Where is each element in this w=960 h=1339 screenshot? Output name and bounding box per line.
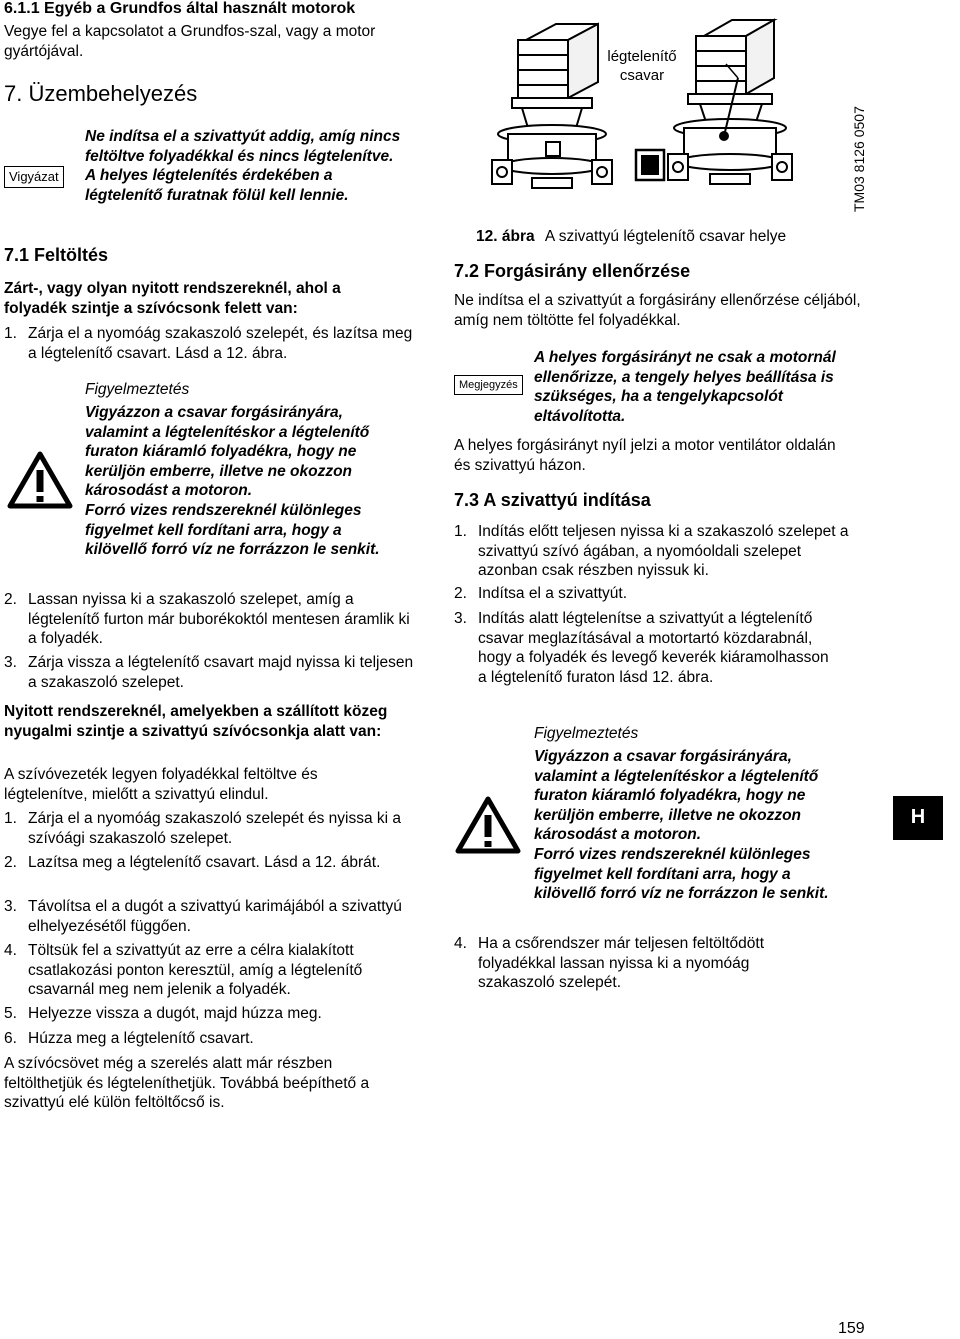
closed-step-3 [4,653,416,692]
open-system-intro: Nyitott rendszereknél, amelyekben a szállított közeg nyugalmi szintje a szivattyú szívócsonkja alatt van: [4,703,388,740]
section-7-title: 7. Üzembehelyezés [4,81,198,106]
step-number: 1. [4,325,17,342]
open-step-3 [4,897,416,936]
warning-body-hot-water: Forró vizes rendszereknél különleges figyelmet kell fordítani arra, hogy a kilövellő forró víz ne forrázzon le senkit. [534,846,829,902]
warning-body: Vigyázzon a csavar forgásirányára, valamint a légtelenítéskor a légtelenítő furaton kiáramló folyadékra, hogy ne kerüljön emberre, illetve ne okozzon károsodást a motoron. [534,748,819,843]
step-number: 4. [4,942,17,959]
start-step-3 [454,609,864,687]
open-step-4 [4,941,416,1000]
step-text: Helyezze vissza a dugót, majd húzza meg. [28,1005,322,1022]
warning-title: Figyelmeztetés [85,381,190,398]
note-label-text: Megjegyzés [459,379,518,391]
step-text: Zárja el a nyomóág szakaszoló szelepét, és lazítsa meg a légtelenítő csavart. Lásd a 12. ábra. [28,325,413,362]
section-611-title: 6.1.1 Egyéb a Grundfos által használt motorok [4,0,356,17]
step-number: 2. [4,854,17,871]
step-text: Zárja el a nyomóág szakaszoló szelepét és nyissa ki a szívóági szakaszoló szelepet. [28,810,402,847]
page-number: 159 [838,1320,865,1337]
callout-airvent-screw: légtelenítő csavar [607,48,677,84]
closing-text: A szívócsövet még a szerelés alatt már részben feltölthetjük és légteleníthetjük. Továbbá beépíthető a szivattyú elé külön feltöltőcső is. [4,1055,370,1111]
step-text: Ha a csőrendszer már teljesen feltöltődött folyadékkal lassan nyissa ki a nyomóág szakaszoló szelepét. [478,935,765,991]
open-step-1 [4,809,416,848]
pump-illustration [488,10,838,220]
section-72-text: Ne indítsa el a szivattyút a forgásirány ellenőrzése céljából, amíg nem töltötte fel folyadékkal. [454,292,861,329]
closed-step-2 [4,590,416,649]
step-text: Indítás előtt teljesen nyissa ki a szakaszoló szelepet a szivattyú szívó ágában, a nyomóoldali szelepet azonban csak részben nyissuk ki. [478,523,849,579]
step-number: 1. [454,523,467,540]
step-text: Lazítsa meg a légtelenítő csavart. Lásd a 12. ábrát. [28,854,381,871]
step-number: 3. [4,654,17,671]
step-number: 3. [4,898,17,915]
step-text: Indítás alatt légtelenítse a szivattyút a légtelenítő csavar meglazításával a motortartó közdarabnál, hogy a folyadék és levegő keverék kiáramolhasson a légtelenítő furaton lásd 12. ábra. [478,610,829,686]
step-text: Húzza meg a légtelenítő csavart. [28,1030,254,1047]
section-72-title: 7.2 Forgásirány ellenőrzése [454,261,691,281]
note-text: A helyes forgásirányt ne csak a motornál ellenőrizze, a tengely helyes beállítása is szükséges, ha a tengelykapcsolót eltávolította. [534,349,836,425]
section-73-title: 7.3 A szivattyú indítása [454,490,651,510]
step-text: Zárja vissza a légtelenítő csavart majd nyissa ki teljesen a szakaszoló szelepet. [28,654,414,691]
step-number: 4. [454,935,467,952]
closed-step-1 [4,324,416,363]
caution-text: Ne indítsa el a szivattyút addig, amíg nincs feltöltve folyadékkal és nincs légtelenítve. A helyes légtelenítés érdekében a légtelenítő furatnak fölül kell lennie. [85,128,401,204]
figure-caption [476,227,786,247]
caption-text: A szivattyú légtelenítõ csavar helye [544,228,787,245]
step-number: 5. [4,1005,17,1022]
open-step-2 [4,853,416,873]
step-text: Lassan nyissa ki a szakaszoló szelepet, amíg a légtelenítő furton már buborékoktól mentesen áramlik ki a folyadék. [28,591,410,647]
warning-body: Vigyázzon a csavar forgásirányára, valamint a légtelenítéskor a légtelenítő furaton kiáramló folyadékra, hogy ne kerüljön emberre, illetve ne okozzon károsodást a motoron. [85,404,370,499]
warning-body-hot-water: Forró vizes rendszereknél különleges figyelmet kell fordítani arra, hogy a kilövellő forró víz ne forrázzon le senkit. [85,502,380,558]
open-system-text: A szívóvezeték legyen folyadékkal feltöltve és légtelenítve, mielőtt a szivattyú elindul. [4,766,318,803]
language-tab: H [893,796,943,840]
closed-system-intro: Zárt-, vagy olyan nyitott rendszereknél, ahol a folyadék szintje a szívócsonk felett van: [4,280,341,317]
step-number: 1. [4,810,17,827]
step-number: 2. [4,591,17,608]
caution-label-text: Vigyázat [9,169,59,184]
step-number: 3. [454,610,467,627]
warning-title: Figyelmeztetés [534,725,639,742]
step-text: Távolítsa el a dugót a szivattyú karimájából a szivattyú elhelyezésétől függően. [28,898,402,935]
caption-label: 12. ábra [476,228,535,245]
section-72-text-2: A helyes forgásirányt nyíl jelzi a motor ventilátor oldalán és szivattyú házon. [454,437,836,474]
step-text: Töltsük fel a szivattyút az erre a célra kialakított csatlakozási ponton keresztül, amíg a légtelenítő csavarnál meg nem jelenik a folyadék. [28,942,363,998]
warning-triangle-icon [6,450,74,510]
pump-right-drawing [636,20,792,184]
pump-figure [488,10,838,220]
start-step-1 [454,522,864,581]
step-number: 2. [454,585,467,602]
section-71-title: 7.1 Feltöltés [4,245,109,265]
open-step-6 [4,1029,416,1049]
figure-code: TM03 8126 0507 [851,106,867,212]
start-step-2 [454,584,864,604]
step-number: 6. [4,1030,17,1047]
caution-label [4,166,64,188]
section-611-text: Vegye fel a kapcsolatot a Grundfos-szal, vagy a motor gyártójával. [4,23,376,60]
start-step-4 [454,934,864,993]
step-text: Indítsa el a szivattyút. [478,585,628,602]
warning-triangle-icon [454,795,522,855]
open-step-5 [4,1004,416,1024]
note-label [454,375,523,395]
